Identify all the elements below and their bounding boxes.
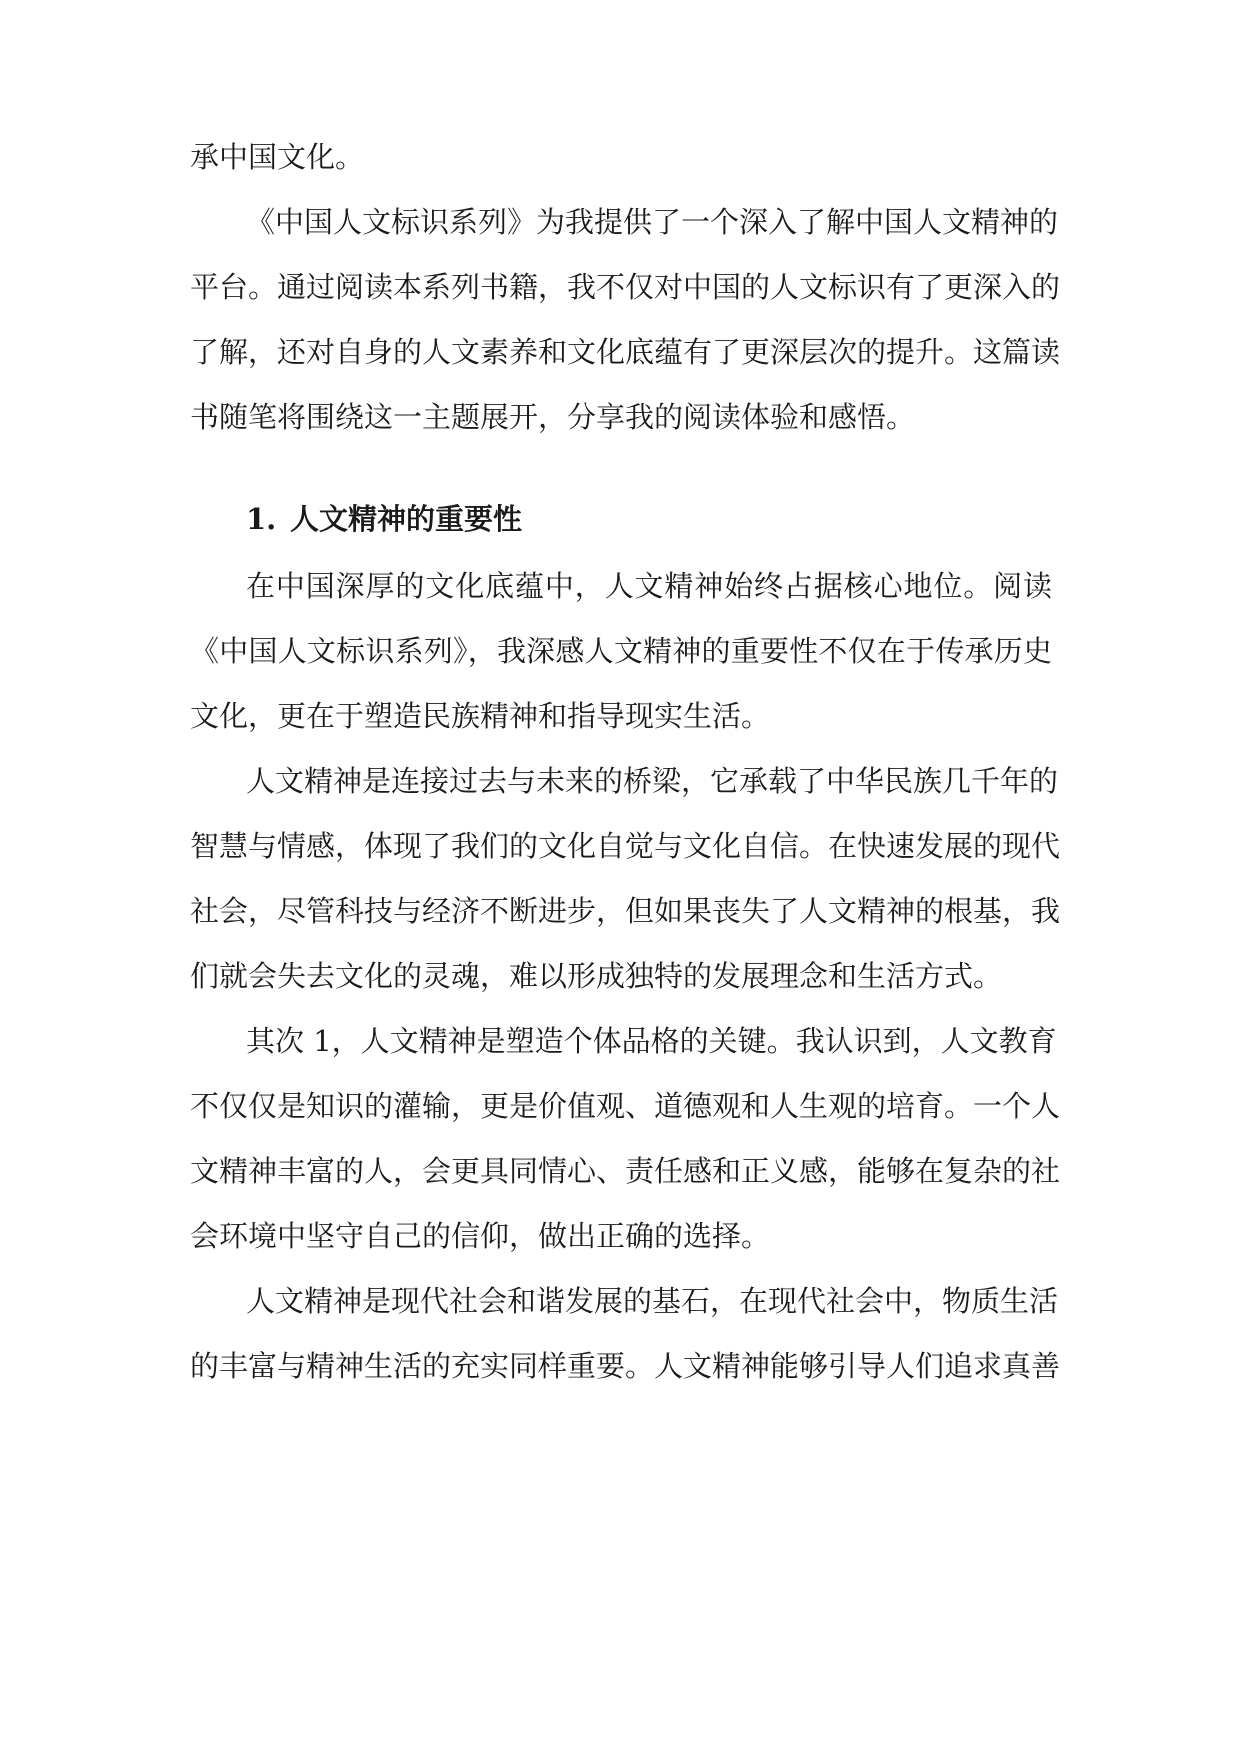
text-line: 不仅仅是知识的灌输，更是价值观、道德观和人生观的培育。一个人 xyxy=(190,1089,1061,1123)
section-number: 1. xyxy=(246,502,277,536)
text-line: 智慧与情感，体现了我们的文化自觉与文化自信。在快速发展的现代 xyxy=(190,829,1061,863)
section-title: 人文精神的重要性 xyxy=(290,502,523,536)
text-line: 人文精神是连接过去与未来的桥梁，它承载了中华民族几千年的 xyxy=(246,764,1059,798)
text-line: 的丰富与精神生活的充实同样重要。人文精神能够引导人们追求真善 xyxy=(190,1349,1061,1383)
text-line: 们就会失去文化的灵魂，难以形成独特的发展理念和生活方式。 xyxy=(190,959,1003,993)
text-line: 《中国人文标识系列》，我深感人文精神的重要性不仅在于传承历史 xyxy=(190,634,1052,668)
text-line: 人文精神是现代社会和谐发展的基石，在现代社会中，物质生活 xyxy=(246,1284,1059,1318)
text-line: 文精神丰富的人，会更具同情心、责任感和正义感，能够在复杂的社 xyxy=(190,1154,1061,1188)
text-line: 平台。通过阅读本系列书籍，我不仅对中国的人文标识有了更深入的 xyxy=(190,270,1061,304)
text-line: 会环境中坚守自己的信仰，做出正确的选择。 xyxy=(190,1219,771,1253)
text-line: 书随笔将围绕这一主题展开，分享我的阅读体验和感悟。 xyxy=(190,400,916,434)
text-line: 《中国人文标识系列》为我提供了一个深入了解中国人文精神的 xyxy=(246,205,1059,239)
section-heading xyxy=(246,499,522,539)
text-line: 社会，尽管科技与经济不断进步，但如果丧失了人文精神的根基，我 xyxy=(190,894,1061,928)
text-line: 其次 1，人文精神是塑造个体品格的关键。我认识到，人文教育 xyxy=(246,1024,1057,1058)
text-line: 承中国文化。 xyxy=(190,140,365,174)
text-line: 文化，更在于塑造民族精神和指导现实生活。 xyxy=(190,699,771,733)
text-line: 在中国深厚的文化底蕴中，人文精神始终占据核心地位。阅读 xyxy=(246,569,1052,603)
text-line: 了解，还对自身的人文素养和文化底蕴有了更深层次的提升。这篇读 xyxy=(190,335,1061,369)
